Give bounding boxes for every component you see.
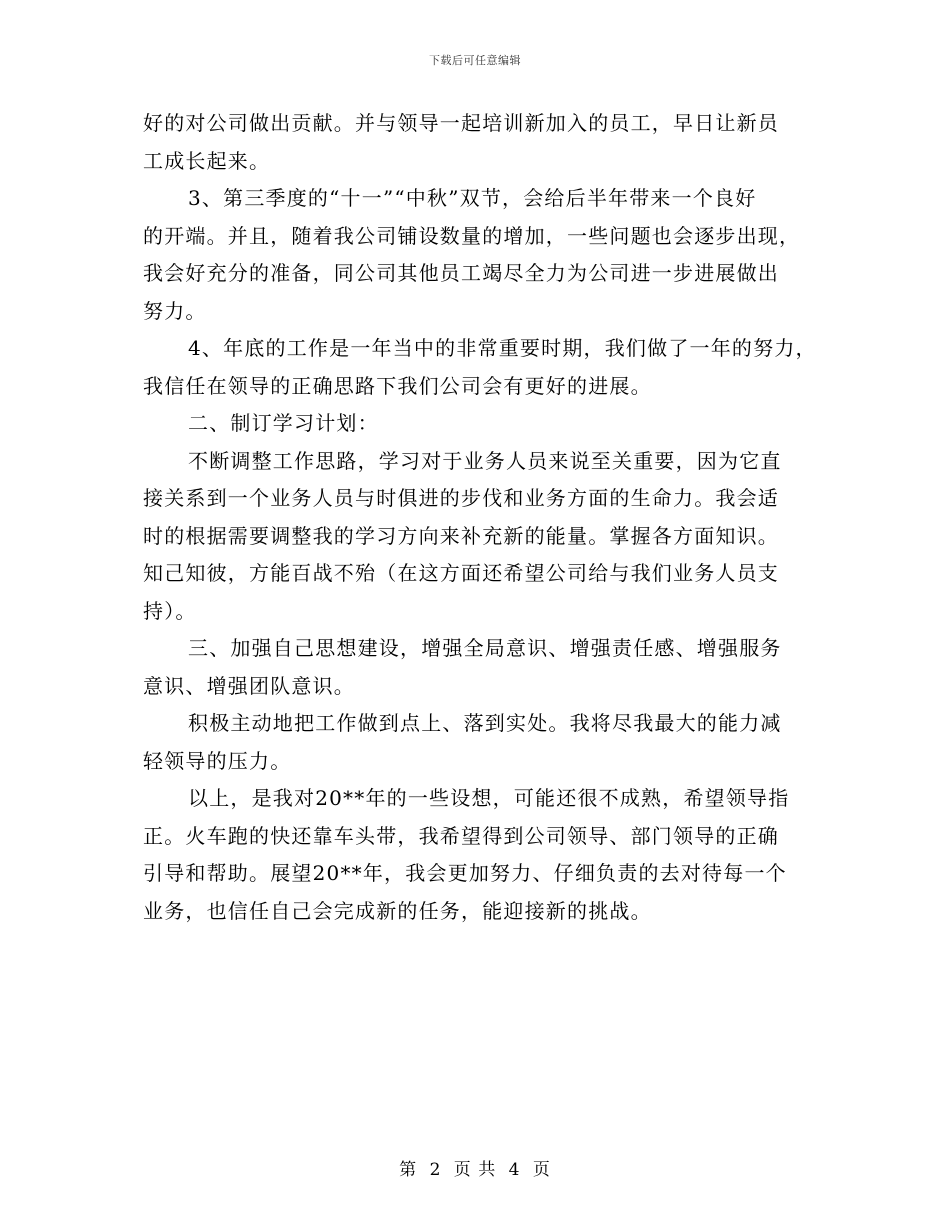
text-line: 我会好充分的准备，同公司其他员工竭尽全力为公司进一步进展做出	[143, 261, 779, 285]
paragraph-third-quarter	[143, 180, 815, 330]
text-line: 4、年底的工作是一年当中的非常重要时期，我们做了一年的努力，	[188, 336, 817, 360]
footer-suffix: 页	[532, 1160, 551, 1180]
text-line: 3、第三季度的“十一”“中秋”双节，会给后半年带来一个良好	[188, 186, 757, 210]
text-line: 轻领导的压力。	[143, 748, 292, 773]
total-pages-number: 4	[508, 1160, 521, 1180]
text-line: 引导和帮助。展望20**年，我会更加努力、仔细负责的去对待每一个	[143, 861, 787, 885]
text-line: 意识、增强团队意识。	[143, 673, 355, 698]
text-line: 接关系到一个业务人员与时俱进的步伐和业务方面的生命力。我会适	[143, 486, 779, 510]
paragraph-year-end	[143, 330, 815, 405]
text-line: 时的根据需要调整我的学习方向来补充新的能量。掌握各方面知识。	[143, 523, 779, 548]
text-line: 知己知彼，方能百战不殆（在这方面还希望公司给与我们业务人员支	[143, 561, 779, 585]
paragraph-initiative	[143, 705, 815, 780]
section-heading-self-development	[143, 630, 815, 705]
footer-middle: 页 共	[453, 1160, 497, 1180]
text-line: 工成长起来。	[143, 148, 271, 173]
paragraph-study-plan	[143, 443, 815, 631]
document-body	[143, 105, 815, 930]
text-line: 好的对公司做出贡献。并与领导一起培训新加入的员工，早日让新员	[143, 111, 779, 135]
paragraph-continuation	[143, 105, 815, 180]
text-line: 努力。	[143, 298, 207, 323]
text-line: 持）。	[143, 598, 197, 623]
text-line: 正。火车跑的快还靠车头带，我希望得到公司领导、部门领导的正确	[143, 823, 779, 848]
text-line: 业务，也信任自己会完成新的任务，能迎接新的挑战。	[143, 898, 652, 923]
paragraph-conclusion	[143, 780, 815, 930]
text-line: 的开端。并且，随着我公司铺设数量的增加，一些问题也会逐步出现，	[143, 223, 801, 248]
text-line: 积极主动地把工作做到点上、落到实处。我将尽我最大的能力减	[188, 711, 782, 735]
page-header: 下载后可任意编辑	[429, 54, 521, 67]
text-line: 不断调整工作思路，学习对于业务人员来说至关重要，因为它直	[188, 448, 782, 473]
current-page-number: 2	[429, 1160, 442, 1180]
text-line: 二、制订学习计划：	[188, 411, 379, 435]
section-heading-study-plan	[143, 405, 815, 443]
text-line: 我信任在领导的正确思路下我们公司会有更好的进展。	[143, 373, 652, 398]
text-line: 以上，是我对20**年的一些设想，可能还很不成熟，希望领导指	[188, 786, 790, 810]
page-footer	[0, 1155, 950, 1180]
footer-prefix: 第	[399, 1160, 418, 1180]
text-line: 三、加强自己思想建设，增强全局意识、增强责任感、增强服务	[188, 636, 782, 660]
